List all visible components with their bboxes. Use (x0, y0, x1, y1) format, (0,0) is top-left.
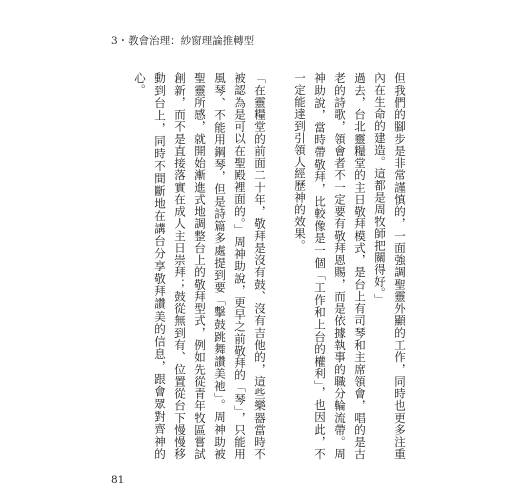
page-number: 81 (111, 474, 125, 486)
running-header: 3・教會治理：紗窗理論推轉型 (111, 35, 255, 47)
paragraph: 但我們的腳步是非常謹慎的，一面強調聖靈外顯的工作，同時也更多注重內在生命的建造。這都是周牧師把關得好。」 (373, 72, 407, 460)
paragraph: 過去，台北靈糧堂的主日敬拜模式，是台上有司琴和主席領會，唱的是古老的詩歌，領會者不一定要有敬拜恩賜，而是依據執事的職分輪流帶。周神助說，當時帶敬拜，比較像是一個「工作和上台的權利」，也因此，不一定能達到引領人經歷神的效果。 (293, 72, 367, 460)
paragraph: 「在靈糧堂的前面二十年，敬拜是沒有鼓、沒有吉他的，這些樂器當時不被認為是可以在聖殿裡面的。」周神助說，更早之前敬拜的「琴」，只能用風琴、不能用鋼琴，但是詩篇多處提到要「擊鼓跳舞讚美祂」。周神助被聖靈所感，就開始漸進式地調整台上的敬拜型式，例如先從青年牧區嘗試創新，而不是直接落實在成人主日崇拜；鼓從無到有、位置從台下慢慢移動到台上，同時不間斷地在講台分享敬拜讚美的信息，跟會眾對齊神的心。 (133, 72, 267, 460)
body-text (100, 72, 410, 460)
